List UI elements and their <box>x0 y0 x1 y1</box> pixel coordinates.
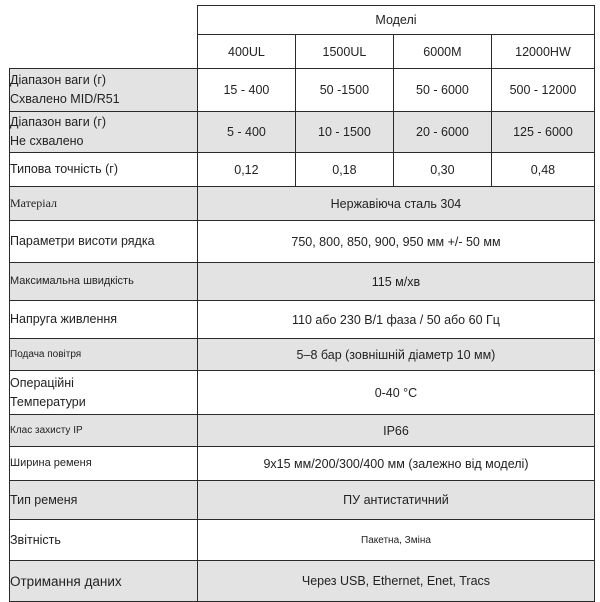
table-row <box>10 561 595 602</box>
table-row <box>10 221 595 263</box>
cell-value: 5 - 400 <box>197 112 295 153</box>
row-label <box>10 69 198 112</box>
cell-value: 500 - 12000 <box>491 69 594 112</box>
specifications-table <box>9 5 595 602</box>
cell-value: Нержавіюча сталь 304 <box>197 187 594 221</box>
row-label: Матеріал <box>10 187 198 221</box>
table-row <box>10 415 595 447</box>
row-label: Клас захисту IP <box>10 415 198 447</box>
table-header-row <box>10 6 595 35</box>
table-row <box>10 301 595 339</box>
row-label: Напруга живлення <box>10 301 198 339</box>
cell-value: 5–8 бар (зовнішній діаметр 10 мм) <box>197 339 594 371</box>
table-row <box>10 263 595 301</box>
cell-value: 0,12 <box>197 153 295 187</box>
table-row <box>10 153 595 187</box>
table-row <box>10 187 595 221</box>
row-label: Звітність <box>10 520 198 561</box>
table-row <box>10 339 595 371</box>
row-label: Максимальна швидкість <box>10 263 198 301</box>
cell-value: 10 - 1500 <box>295 112 393 153</box>
header-empty-cell <box>10 35 198 69</box>
row-label: Параметри висоти рядка <box>10 221 198 263</box>
row-label: Отримання даних <box>10 561 198 602</box>
cell-value: Пакетна, Зміна <box>197 520 594 561</box>
cell-value: 50 -1500 <box>295 69 393 112</box>
cell-value: 125 - 6000 <box>491 112 594 153</box>
cell-value: 0,18 <box>295 153 393 187</box>
row-label: Подача повітря <box>10 339 198 371</box>
row-label-line2: Схвалено MID/R51 <box>10 92 120 106</box>
row-label-line2: Температури <box>10 394 86 409</box>
table-row <box>10 481 595 520</box>
cell-value: 15 - 400 <box>197 69 295 112</box>
row-label-line1: Діапазон ваги (г) <box>10 115 107 129</box>
table-row <box>10 69 595 112</box>
header-empty-cell <box>10 6 198 35</box>
models-group-title: Моделі <box>197 6 594 35</box>
cell-value: 750, 800, 850, 900, 950 мм +/- 50 мм <box>197 221 594 263</box>
cell-value: 0,48 <box>491 153 594 187</box>
table-row <box>10 371 595 415</box>
cell-value: Через USB, Ethernet, Enet, Tracs <box>197 561 594 602</box>
cell-value: 9x15 мм/200/300/400 мм (залежно від моделі) <box>197 447 594 481</box>
cell-value: 115 м/хв <box>197 263 594 301</box>
row-label-line2: Не схвалено <box>10 134 84 148</box>
model-header-1500ul: 1500UL <box>295 35 393 69</box>
cell-value: 110 або 230 В/1 фаза / 50 або 60 Гц <box>197 301 594 339</box>
cell-value: ПУ антистатичний <box>197 481 594 520</box>
table-row <box>10 112 595 153</box>
row-label <box>10 371 198 415</box>
row-label-line1: Операційні <box>10 375 74 390</box>
row-label: Ширина ременя <box>10 447 198 481</box>
row-label: Типова точність (г) <box>10 153 198 187</box>
models-header-row <box>10 35 595 69</box>
row-label: Тип ременя <box>10 481 198 520</box>
cell-value: 0,30 <box>393 153 491 187</box>
model-header-400ul: 400UL <box>197 35 295 69</box>
model-header-12000hw: 12000HW <box>491 35 594 69</box>
row-label <box>10 112 198 153</box>
row-label-line1: Діапазон ваги (г) <box>10 73 107 87</box>
cell-value: 20 - 6000 <box>393 112 491 153</box>
table-row <box>10 447 595 481</box>
cell-value: 50 - 6000 <box>393 69 491 112</box>
model-header-6000m: 6000M <box>393 35 491 69</box>
cell-value: 0-40 °C <box>197 371 594 415</box>
table-row <box>10 520 595 561</box>
cell-value: IP66 <box>197 415 594 447</box>
